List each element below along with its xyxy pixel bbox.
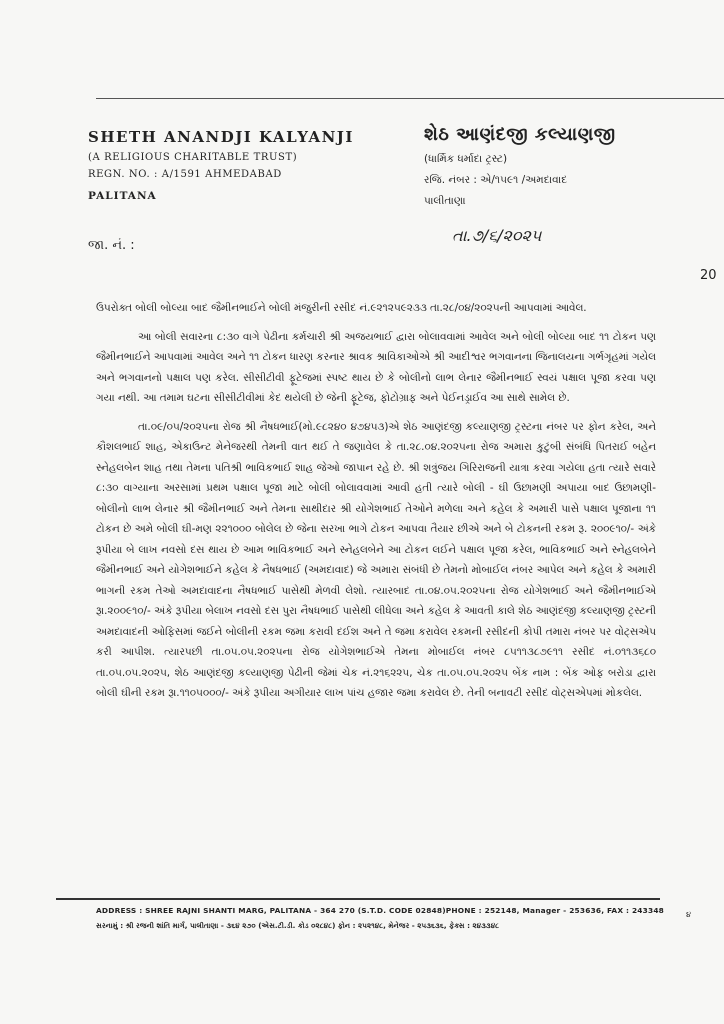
handwritten-date: તા.૭/૬/૨૦૨૫: [452, 226, 542, 245]
registration-en: REGN. NO. : A/1591 AHMEDABAD: [88, 169, 282, 180]
footer-page-number: ૪: [686, 910, 691, 919]
page-mark: 20: [700, 268, 717, 283]
registration-gu: રજિ. નંબર : એ/૧૫૯૧ /અમદાવાદ: [424, 174, 568, 186]
top-rule: [96, 98, 724, 99]
org-subtitle-gu: (ધાર્મિક ધર્માદા ટ્રસ્ટ): [424, 153, 508, 165]
org-subtitle-en: (A RELIGIOUS CHARITABLE TRUST): [88, 152, 298, 163]
location-gu: પાલીતાણા: [424, 195, 466, 207]
letter-body: [96, 298, 656, 712]
letterhead-gujarati: [424, 124, 714, 216]
reference-number-label: જા. નં. :: [88, 238, 135, 253]
paragraph-3: તા.૦૯/૦૫/૨૦૨૫ના રોજ શ્રી નૈષધભાઈ(મો.૯૮૨૪૦ ૪૭૪૫૩)એ શેઠ આણંદજી કલ્યાણજી ટ્રસ્ટના નંબર પર ફોન કરેલ, અને કૌશલભાઈ શાહ, એકાઉન્ટ મેનેજરથી તેમની વાત થઈ તે જણાવેલ કે તા.૨૮.૦૪.૨૦૨૫ના રોજ અમારા કુટુંબી સંબંધિ પિતરાઈ બહેન સ્નેહલબેન શાહ તથા તેમના પતિશ્રી ભાવિકભાઈ શાહ જેઓ જાપાન રહે છે. શ્રી શત્રુંજય ગિરિરાજની યાત્રા કરવા ગયેલા હતા ત્યારે સવારે ૮:૩૦ વાગ્યાના અરસામાં પ્રથમ પક્ષાલ પૂજા માટે બોલી બોલાવવામાં આવી હતી ત્યારે બોલી - ઘી ઉછામણી અપાયા બાદ ઉછામણી- બોલીનો લાભ લેનાર શ્રી જૈમીનભાઈ અને તેમના સાથીદાર શ્રી યોગેશભાઈ તેઓને મળેલા અને કહેલ કે અમારી પાસે પક્ષાલ પૂજાના ૧૧ ટોકન છે અમે બોલી ઘી-મણ ૨૨૧૦૦૦ બોલેલ છે જેના સરખા ભાગે ટોકન આપવા તૈયાર છીએ અને બે ટોકનની રકમ રૂ. ૨૦૦૯૧૦/- અંકે રૂપીયા બે લાખ નવસો દસ થાય છે આમ ભાવિકભાઈ અને સ્નેહલબેને આ ટોકન લઈને પક્ષાલ પૂજા કરેલ, ભાવિકભાઈ અને સ્નેહલબેને જૈમીનભાઈ અને યોગેશભાઈને કહેલ કે નૈષધભાઈ (અમદાવાદ) જે અમારા સંબંધી છે તેમનો મોબાઈલ નંબર આપેલ અને કહેલ કે અમારી ભાગની રકમ તેઓ અમદાવાદના નૈષધભાઈ પાસેથી મેળવી લેશો. ત્યારબાદ તા.૦૪.૦૫.૨૦૨૫ના રોજ યોગેશભાઈ અને જૈમીનભાઈએ રૂા.૨૦૦૯૧૦/- અંકે રૂપીયા બેલાખ નવસો દસ પુરા નૈષધભાઈ પાસેથી લીધેલા અને કહેલ કે આવતી કાલે શેઠ આણંદજી કલ્યાણજી ટ્રસ્ટની અમદાવાદની ઓફિસમાં જઈને બોલીની રકમ જમા કરાવી દઈશ અને તે જમા કરાવેલ રકમની રસીદની કોપી તમારા નંબર પર વોટ્સએપ કરી આપીશ. ત્યારપછી તા.૦૫.૦૫.૨૦૨૫ના રોજ યોગેશભાઈએ તેમના મોબાઈલ નંબર ૮૫૧૧૩૮૭૯૧૧ રસીદ નં.૦૧૧૩૬૮૦ તા.૦૫.૦૫.૨૦૨૫, શેઠ આણંદજી કલ્યાણજી પેઢીની જેમાં ચેક નં.૨૧૬૨૨૫, ચેક તા.૦૫.૦૫.૨૦૨૫ બેંક નામ : બેંક ઓફ બરોડા દ્વારા બોલી ઘીની રકમ રૂા.૧૧૦૫૦૦૦/- અંકે રૂપીયા અગીયાર લાખ પાંચ હજાર જમા કરાવેલ છે. તેની બનાવટી રસીદ વોટ્સએપમાં મોકલેલ.: [96, 420, 656, 699]
location-en: PALITANA: [88, 190, 157, 202]
letterhead-english: [88, 128, 388, 202]
footer-rule: [56, 898, 660, 900]
paragraph-1: ઉપરોક્ત બોલી બોલ્યા બાદ જૈમીનભાઈને બોલી મંજુરીની રસીદ નં.૯૨૧૨૫૯૨૩૩ તા.૨૮/૦૪/૨૦૨૫ની આપવામાં આવેલ.: [96, 302, 587, 314]
org-name-en: SHETH ANANDJI KALYANJI: [88, 128, 354, 146]
footer-address-gu: સરનામું : શ્રી રજની શાંતિ માર્ગ, પાલીતાણા - ૩૬૪ ૨૭૦ (એસ.ટી.ડી. કોડ ૦૨૮૪૮) ફોન : ૨૫૨૧૪૮, મેનેજર - ૨૫૩૬૩૬, ફેક્સ : ૨૪૩૩૪૮: [96, 921, 500, 930]
org-name-gu: શેઠ આણંદજી કલ્યાણજી: [424, 124, 616, 145]
footer-address-en: ADDRESS : SHREE RAJNI SHANTI MARG, PALITANA - 364 270 (S.T.D. CODE 02848)PHONE : 252148, Manager - 253636, FAX : 243348: [96, 906, 665, 915]
paragraph-2: આ બોલી સવારના ૮:૩૦ વાગે પેઢીના કર્મચારી શ્રી અજયભાઈ દ્વારા બોલાવવામાં આવેલ અને બોલી બોલ્યા બાદ ૧૧ ટોકન પણ જૈમીનભાઈને આપવામાં આવેલ અને ૧૧ ટોકન ધારણ કરનાર શ્રાવક શ્રાવિકાઓએ શ્રી આદીશ્વર ભગવાનના જિનાલયના ગર્ભગૃહમાં ગયેલ અને ભગવાનનો પક્ષાલ પણ કરેલ. સીસીટીવી ફૂટેજમાં સ્પષ્ટ થાય છે કે બોલીનો લાભ લેનાર જૈમીનભાઈ સ્વયં પક્ષાલ પૂજા કરવા પણ ગયા નથી. આ તમામ ઘટના સીસીટીવીમાં કેદ થયેલી છે જેની ફૂટેજ, ફોટોગ્રાફ અને પેઈનડ્રાઈવ આ સાથે સામેલ છે.: [96, 330, 656, 404]
